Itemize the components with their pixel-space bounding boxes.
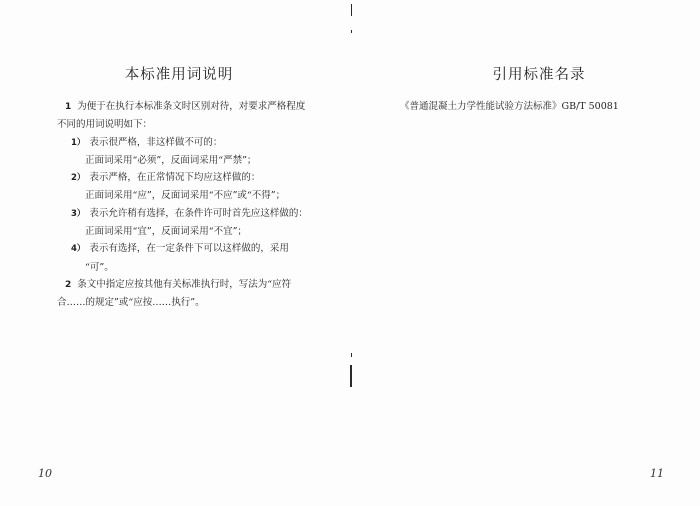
paragraph-2 [57, 276, 315, 294]
right-page-title: 引用标准名录 [492, 67, 586, 83]
gutter-mark-top [351, 4, 352, 16]
list-item [57, 134, 315, 152]
paragraph-1-line-1: 为便于在执行本标准条文时区别对待，对要求严格程度 [77, 101, 306, 112]
list-item-number: 3） [71, 208, 86, 219]
list-item-text: 表示允许稍有选择，在条件许可时首先应这样做的： [89, 207, 308, 219]
list-item-text: 表示严格，在正常情况下均应这样做的： [89, 172, 261, 184]
paragraph-1 [57, 98, 315, 116]
left-page-number: 10 [38, 467, 52, 480]
paragraph-1-number: 1 [65, 102, 72, 112]
left-page-body [57, 98, 315, 312]
list-item-detail: 正面词采用“必须”，反面词采用“严禁”； [85, 154, 257, 166]
right-page-number: 11 [650, 467, 664, 480]
list-item-detail: 正面词采用“应”，反面词采用“不应”或“不得”； [85, 190, 286, 202]
list-item-text: 表示有选择，在一定条件下可以这样做的，采用 [89, 243, 289, 255]
paragraph-2-line-2: 合……的规定”或“应按……执行”。 [57, 297, 205, 309]
list-item-number: 4） [71, 244, 86, 255]
left-page-title: 本标准用词说明 [124, 67, 234, 83]
list-item [57, 169, 315, 187]
paragraph-2-line-1: 条文中指定应按其他有关标准执行时，写法为“应符 [77, 278, 292, 290]
list-item [57, 240, 315, 258]
gutter-mark-middle [351, 353, 352, 357]
list-item-detail: “可”。 [85, 261, 114, 273]
list-item-detail: 正面词采用“宜”，反面词采用“不宜”； [85, 226, 247, 238]
paragraph-2-number: 2 [65, 279, 72, 290]
gutter-mark-lower [350, 365, 352, 387]
reference-entry: 《普通混凝土力学性能试验方法标准》GB/T 50081 [400, 101, 619, 112]
gutter-mark-upper [351, 30, 352, 33]
list-item-text: 表示很严格，非这样做不可的： [89, 136, 223, 148]
list-item-number: 1） [71, 137, 86, 148]
right-page [350, 0, 700, 506]
list-item-number: 2） [71, 173, 86, 184]
list-item [57, 205, 315, 223]
paragraph-1-line-2: 不同的用词说明如下： [57, 119, 153, 131]
